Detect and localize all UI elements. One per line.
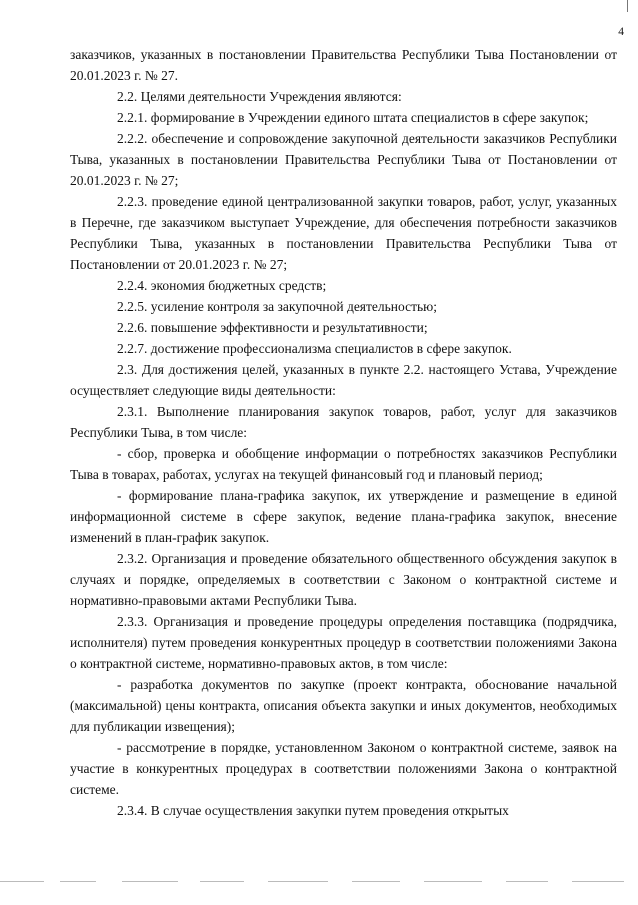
paragraph: 2.2.6. повышение эффективности и результативности; (117, 320, 428, 335)
paragraph: 2.3.4. В случае осуществления закупки путем проведения открытых (117, 803, 509, 818)
paragraph: 2.3. Для достижения целей, указанных в пункте 2.2. настоящего Устава, Учреждение осуществляет следующие виды деятельности: (70, 362, 617, 398)
paragraph: 2.2.7. достижение профессионализма специалистов в сфере закупок. (117, 341, 512, 356)
paragraph: 2.2.3. проведение единой централизованной закупки товаров, работ, услуг, указанных в Перечне, где заказчиком выступает Учреждение, для обеспечения потребности заказчиков Республики Тыва, указанных в постановлении Правительства Республики Тыва от Постановлении от 20.01.2023 г. № 27; (70, 194, 617, 272)
document-body (70, 44, 617, 821)
paragraph: 2.2. Целями деятельности Учреждения являются: (117, 89, 402, 104)
page-number: 4 (618, 26, 624, 38)
paragraph: заказчиков, указанных в постановлении Правительства Республики Тыва Постановлении от 20.01.2023 г. № 27. (70, 47, 617, 83)
paragraph: 2.2.5. усиление контроля за закупочной деятельностью; (117, 299, 437, 314)
paragraph: 2.3.2. Организация и проведение обязательного общественного обсуждения закупок в случаях и порядке, определяемых в соответствии с Законом о контрактной системе и нормативно-правовыми актами Республики Тыва. (70, 551, 617, 608)
paragraph: - формирование плана-графика закупок, их утверждение и размещение в единой информационной системе в сфере закупок, ведение плана-графика закупок, внесение изменений в план-график закупок. (70, 488, 617, 545)
paragraph: 2.3.3. Организация и проведение процедуры определения поставщика (подрядчика, исполнителя) путем проведения конкурентных процедур в соответствии положениями Закона о контрактной системе, нормативно-правовых актов, в том числе: (70, 614, 617, 671)
paragraph: 2.2.2. обеспечение и сопровождение закупочной деятельности заказчиков Республики Тыва, указанных в постановлении Правительства Республики Тыва от Постановлении от 20.01.2023 г. № 27; (70, 131, 617, 188)
paragraph: - сбор, проверка и обобщение информации о потребностях заказчиков Республики Тыва в товарах, работах, услугах на текущей финансовый год и плановый период; (70, 446, 617, 482)
paragraph: 2.2.1. формирование в Учреждении единого штата специалистов в сфере закупок; (117, 110, 589, 125)
paragraph: - рассмотрение в порядке, установленном Законом о контрактной системе, заявок на участие в конкурентных процедурах в соответствии положениями Закона о контрактной системе. (70, 740, 617, 797)
paragraph: 2.2.4. экономия бюджетных средств; (117, 278, 327, 293)
paragraph: 2.3.1. Выполнение планирования закупок товаров, работ, услуг для заказчиков Республики Тыва, в том числе: (70, 404, 617, 440)
paragraph: - разработка документов по закупке (проект контракта, обоснование начальной (максимальной) цены контракта, описания объекта закупки и иных документов, необходимых для публикации извещения); (70, 677, 617, 734)
scan-edge-mark (627, 0, 628, 12)
scan-bottom-marks (0, 881, 638, 883)
